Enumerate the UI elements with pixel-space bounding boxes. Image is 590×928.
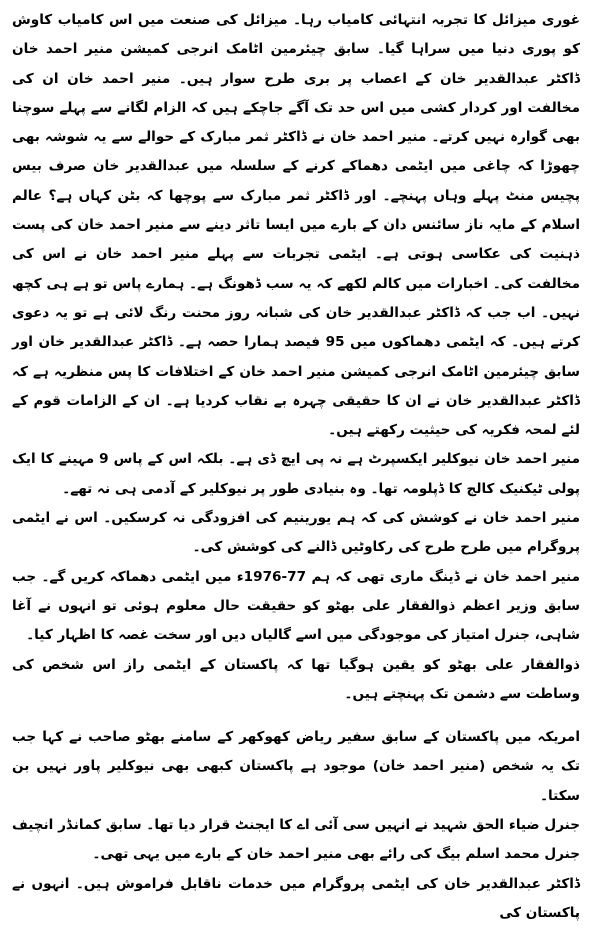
paragraph-zia-ul-haq: جنرل ضیاء الحق شہید نے انہیں سی آئی اے کا ایجنٹ قرار دیا تھا۔ سابق کمانڈر انچیف جنرل محمد اسلم بیگ کی رائے بھی منیر احمد خان کے بارے میں یہی تھی۔ (12, 817, 580, 863)
paragraph-bhutto-anger: منیر احمد خان نے ڈینگ ماری تھی کہ ہم 77-1976ء میں ایٹمی دھماکہ کریں گے۔ جب سابق وزیر اعظم ذوالفقار علی بھٹو کو حقیقت حال معلوم ہوئی تو انہوں نے آغا شاہی، جنرل امتیاز کی موجودگی میں اسے گالیاں دیں اور سخت غصہ کا اظہار کیا۔ (12, 568, 580, 644)
paragraph-ambassador-khokhar: امریکہ میں پاکستان کے سابق سفیر ریاض کھوکھر کے سامنے بھٹو صاحب نے کہا جب تک یہ شخص (منیر احمد خان) موجود ہے پاکستان کبھی بھی نیوکلیر پاور نہیں بن سکتا۔ (12, 729, 580, 804)
paragraph-enrichment-obstruction: منیر احمد خان نے کوشش کی کہ ہم یورینیم کی افزودگی نہ کرسکیں۔ اس نے ایٹمی پروگرام میں طرح طرح کی رکاوٹیں ڈالنے کی کوشش کی۔ (12, 510, 580, 556)
paragraph-dr-khan-services: ڈاکٹر عبدالقدیر خان کی ایٹمی پروگرام میں خدمات ناقابل فراموش ہیں۔ انہوں نے پاکستان کی (12, 875, 580, 921)
paragraph-gap (12, 709, 580, 723)
paragraph-not-nuclear-expert: منیر احمد خان نیوکلیر ایکسپرٹ ہے نہ پی ایچ ڈی ہے۔ بلکہ اس کے پاس 9 مہینے کا ایک پولی ٹیکنیک کالج کا ڈپلومہ تھا۔ وہ بنیادی طور پر نیوکلیر کے آدمی ہی نہ تھے۔ (12, 451, 580, 497)
paragraph-atomic-secrets: ذوالفقار علی بھٹو کو یقین ہوگیا تھا کہ پاکستان کے ایٹمی راز اس شخص کی وساطت سے دشمن تک پہنچتے ہیں۔ (12, 656, 580, 702)
paragraph-ghauri-missile: غوری میزائل کا تجربہ انتہائی کامیاب رہا۔ میزائل کی صنعت میں اس کامیاب کاوش کو پوری دنیا میں سراہا گیا۔ سابق چیئرمین اٹامک انرجی کمیشن منیر احمد خان ڈاکٹر عبدالقدیر خان کے اعصاب پر بری طرح سوار ہیں۔ منیر احمد خان ان کی مخالفت اور کردار کشی میں اس حد تک آگے جاچکے ہیں کہ الزام لگانے سے پہلے سوچنا بھی گوارہ نہیں کرتے۔ منیر احمد خان نے ڈاکٹر ثمر مبارک کے حوالے سے یہ شوشہ بھی چھوڑا کہ چاغی میں ایٹمی دھماکے کرنے کے سلسلہ میں عبدالقدیر خان صرف بیس پچیس منٹ پہلے وہاں پہنچے۔ اور ڈاکٹر ثمر مبارک سے پوچھا کہ بٹن کہاں ہے؟ عالم اسلام کے مایہ ناز سائنس دان کے بارے میں ایسا تاثر دینے سے منیر احمد خان کی پست ذہنیت کی عکاسی ہوتی ہے۔ ایٹمی تجربات سے پہلے منیر احمد خان نے اس کی مخالفت کی۔ اخبارات میں کالم لکھے کہ یہ سب ڈھونگ ہے۔ ہمارے پاس تو ہے ہی کچھ نہیں۔ اب جب کہ ڈاکٹر عبدالقدیر خان کی شبانہ روز محنت رنگ لائی ہے تو یہ دعوی کرتے ہیں۔ کہ ایٹمی دھماکوں میں 95 فیصد ہمارا حصہ ہے۔ ڈاکٹر عبدالقدیر خان اور سابق چیئرمین اٹامک انرجی کمیشن منیر احمد خان کے اختلافات کا پس منظریہ ہے کہ ڈاکٹر عبدالقدیر خان نے ان کا حقیقی چہرہ بے نقاب کردیا ہے۔ ان کے الزامات قوم کے لئے لمحہ فکریہ کی حیثیت رکھتے ہیں۔ (12, 12, 580, 439)
